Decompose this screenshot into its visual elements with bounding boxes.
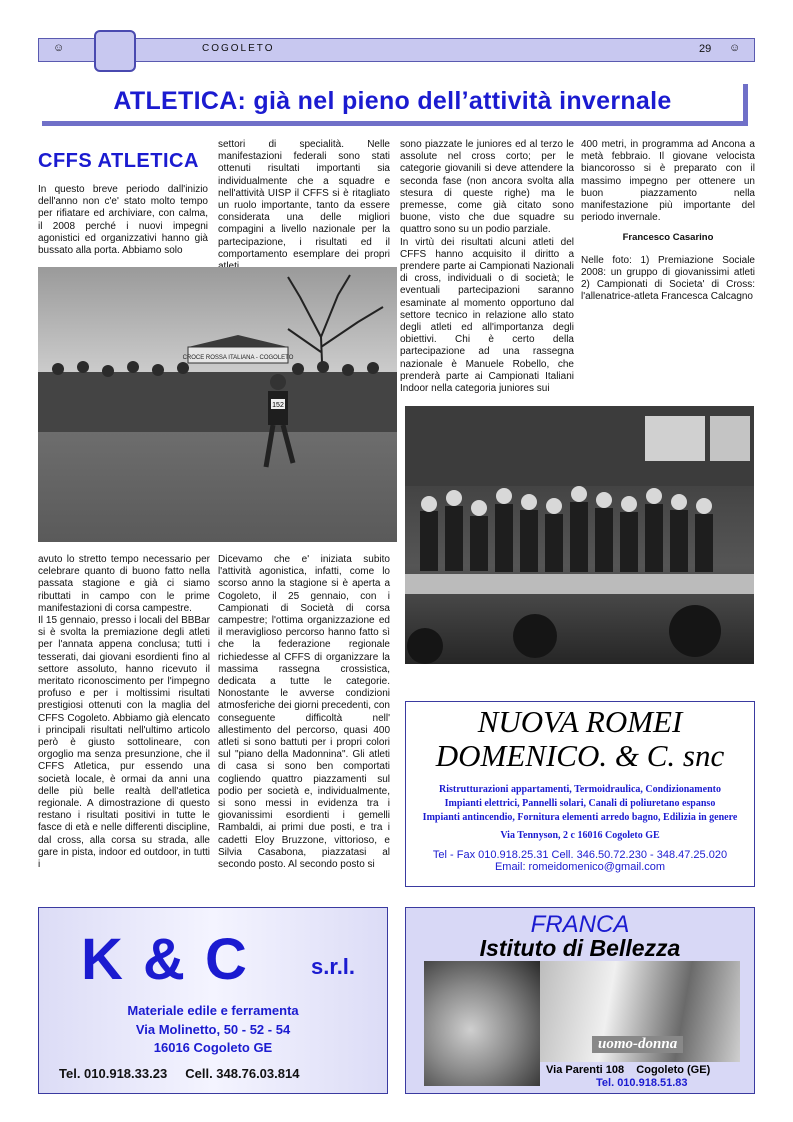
franca-brand: uomo-donna — [592, 1036, 683, 1053]
services-line: Impianti elettrici, Pannelli solari, Canali di poliuretano espanso — [444, 798, 716, 809]
ad-k-and-c — [38, 907, 388, 1094]
runner-bib: 152 — [272, 402, 284, 409]
paragraph: In questo breve periodo dall'inizio dell'anno non c'e' stato molto tempo per rifiatare ed archiviare, con calma, il 2008 perché i nuovi impegni agonistici ed organizzativi hanno già bussato alla porta. Abbiamo solo — [38, 184, 208, 257]
paragraph: sono piazzate le juniores ed al terzo le assolute nel cross corto; per le categorie giovanili si deve attendere la seconda fase (non ancora svolta alla stesura di queste righe) ma le premesse, come già citato sono buone, visto che due squadre su quattro sono su un podio parziale. — [400, 139, 574, 236]
column-2-top — [218, 139, 390, 273]
franca-subtitle: Istituto di Bellezza — [479, 935, 681, 961]
author-signature: Francesco Casarino — [622, 232, 714, 244]
company-address: Via Tennyson, 2 c 16016 Cogoleto GE — [500, 830, 660, 841]
smiley-icon: ☺ — [729, 42, 741, 54]
column-1-bottom — [38, 554, 210, 871]
column-3 — [400, 139, 574, 395]
ad-nuova-romei — [405, 701, 755, 887]
cross-country-photo — [38, 267, 397, 542]
company-name-line2: DOMENICO. & C. snc — [435, 738, 725, 773]
paragraph: In virtù dei risultati alcuni atleti del CFFS hanno acquisito il diritto a prendere parte ai Campionati Nazionali di cross, individuali o di società; le eventuali partecipazioni saranno esaminate al momento opportuno dal settore tecnico in relazione allo stato degli atleti ed all'importanza degli obiettivi. Chi è certo della partecipazione ad una rassegna nazionale è Manuele Robello, che prenderà parte ai Campionati Italiani Indoor nella categoria juniores sui — [400, 236, 574, 395]
column-4 — [581, 139, 755, 303]
kc-city: 16016 Cogoleto GE — [153, 1040, 273, 1055]
award-ceremony-photo — [405, 406, 754, 664]
paragraph: settori di specialità. Nelle manifestazioni federali sono stati ottenuti risultati importanti sia individualmente che a squadre e nell'attività UISP il CFFS si è ritagliato un ruolo importante, tanto da essere considerata una delle migliori compagini a livello nazionale per la partecipazione, i risultati ed il comportamento esemplare dei propri — [218, 139, 390, 260]
company-email: Email: romeidomenico@gmail.com — [494, 861, 666, 873]
company-name-line1: NUOVA ROMEI — [477, 704, 683, 739]
company-phones: Tel - Fax 010.918.25.31 Cell. 346.50.72.230 - 348.47.25.020 — [432, 849, 728, 861]
kc-company-suffix: s.r.l. — [311, 954, 356, 979]
franca-name: FRANCA — [530, 911, 630, 938]
page-header — [38, 38, 755, 62]
kc-phones: Tel. 010.918.33.23 Cell. 348.76.03.814 — [59, 1066, 300, 1081]
kc-tagline: Materiale edile e ferramenta — [127, 1003, 299, 1018]
tent-banner-text: CROCE ROSSA ITALIANA - COGOLETO — [182, 355, 294, 361]
paragraph: 400 metri, in programma ad Ancona a metà febbraio. Il giovane velocista biancorosso si è preparato con il massimo impegno per ottenere un buon piazzamento nella manifestazione più importante del periodo invernale. — [581, 139, 755, 224]
ad-franca-beauty — [405, 907, 755, 1094]
smiley-icon: ☺ — [53, 42, 65, 54]
article-title: ATLETICA: già nel pieno dell’attività invernale — [113, 87, 672, 115]
paragraph: Dicevamo che e' iniziata subito l'attività agonistica, infatti, come lo scorso anno la stagione si è aperta a Cogoleto, il 25 gennaio, con i Campionati di Società di corsa campestre; l'ottima organizzazione ed il meraviglioso percorso hanno fatto sì che la federazione regionale richiedesse al CFFS di organizzare la massima rassegna crossistica, dedicata a tutte le categorie. Nonostante le avverse condizioni atmosferiche dei giorni precedenti, con conseguente difficoltà nell' allestimento del percorso, quasi 400 atleti si sono battuti per i propri colori sul "piano della Madonnina". Gli atleti di casa si sono ben comportati cogliendo quattro piazzamenti sul podio per società e, individualmente, si sono messi in evidenza tra i giovanissimi esordienti i gemelli Rambaldi, ai primi due posti, e tra i cadetti Eloy Bruzzone, vittorioso, e Silvia Casabona, piazzatasi al secondo posto. Al secondo posto si — [218, 554, 390, 871]
column-2-bottom — [218, 554, 390, 871]
massage-photo — [424, 961, 540, 1086]
header-decoration-box — [94, 30, 136, 72]
kc-logo: K & C — [81, 927, 249, 992]
article-title-bar — [42, 84, 748, 126]
section-title: CFFS ATLETICA — [38, 150, 199, 172]
section-name: COGOLETO — [202, 43, 275, 54]
photo-caption: Nelle foto: 1) Premiazione Sociale 2008: un gruppo di giovanissimi atleti 2) Campionati di Societa' di Cross: l'allenatrice-atleta Francesca Calcagno — [581, 254, 755, 303]
paragraph: avuto lo stretto tempo necessario per celebrare quanto di buono fatto nella passata stagione e già ci siamo ributtati in campo con le prime manifestazioni di corsa campestre. — [38, 554, 210, 614]
page-number: 29 — [699, 43, 712, 55]
franca-phone: Tel. 010.918.51.83 — [596, 1077, 688, 1089]
franca-address: Via Parenti 108 Cogoleto (GE) — [546, 1064, 711, 1076]
paragraph: Il 15 gennaio, presso i locali del BBBar si è svolta la premiazione degli atleti per l'annata appena conclusa; tutti i tesserati, dai giovani esordienti fino al settore assoluto, hanno ricevuto il meritato riconoscimento per l'impegno profuso e per i moltissimi risultati prestigiosi ottenuti con la maglia del CFFS Cogoleto. Abbiamo già elencato i principali risultati nell'ultimo articolo però è giusto sottolineare, con orgoglio ma senza presunzione, che il CFFS Atletica, pur essendo una società locale, è ormai da anni una delle più belle realtà dell'atletica regionale. A dimostrazione di questo restano i risultati positivi in tutte le fasce di età e nelle differenti discipline, dal cross, alla corsa su strada, alle gare in pista, indoor ed outdoor, in tutti i — [38, 615, 210, 871]
services-line: Impianti antincendio, Fornitura elementi arredo bagno, Edilizia in genere — [422, 812, 738, 823]
kc-address: Via Molinetto, 50 - 52 - 54 — [135, 1022, 291, 1037]
column-1-top — [38, 184, 208, 257]
services-line: Ristrutturazioni appartamenti, Termoidraulica, Condizionamento — [439, 784, 721, 795]
